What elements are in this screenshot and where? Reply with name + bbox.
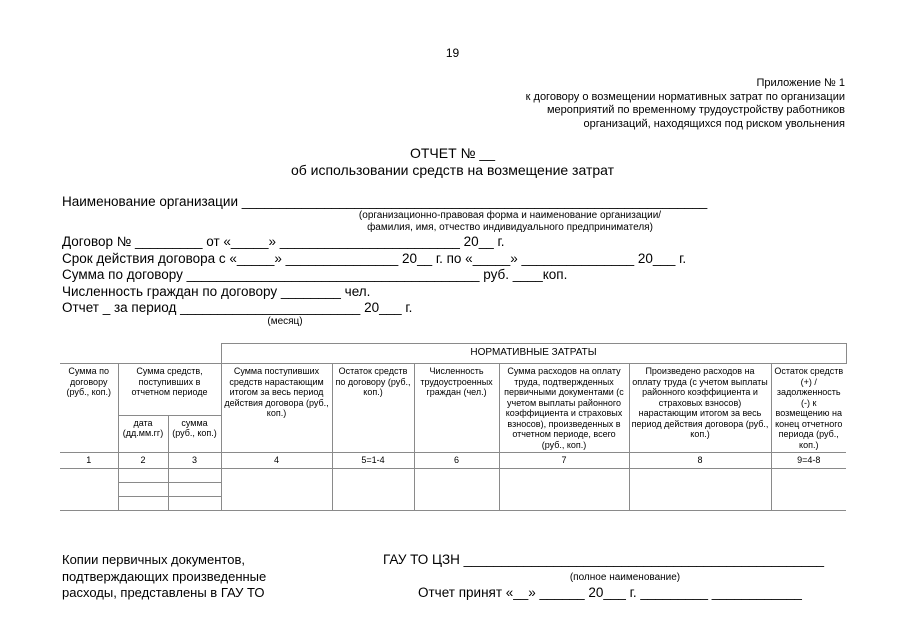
org-name-hint: фамилия, имя, отчество индивидуального предпринимателя) — [367, 222, 653, 233]
report-period-field[interactable]: Отчет _ за период ________________________ 20___ г. — [62, 300, 413, 315]
table-cell[interactable] — [629, 469, 771, 511]
page-number: 19 — [445, 46, 460, 60]
column-number: 9=4-8 — [771, 453, 846, 469]
column-header: Сумма средств, поступивших в отчетном периоде — [118, 364, 221, 416]
org-name-hint: (организационно-правовая форма и наименование организации/ — [358, 210, 662, 221]
costs-table-wrapper — [60, 343, 846, 511]
appendix-title: Приложение № 1 — [756, 77, 845, 89]
gau-name-field[interactable]: ГАУ ТО ЦЗН ________________________________________________ — [383, 552, 825, 567]
contract-sum-field[interactable]: Сумма по договору _______________________________________ руб. ____коп. — [62, 267, 568, 282]
table-cell[interactable] — [414, 469, 499, 511]
period-hint: (месяц) — [267, 316, 303, 327]
gau-name-hint: (полное наименование) — [569, 572, 681, 583]
column-header: Произведено расходов на оплату труда (с учетом выплаты районного коэффициента и страховых взносов) нарастающим итогом за весь период действия договора (руб., коп.) — [629, 364, 771, 453]
appendix-header — [526, 77, 845, 131]
appendix-line: к договору о возмещении нормативных затрат по организации — [525, 90, 845, 103]
column-header: Численность трудоустроенных граждан (чел.) — [414, 364, 499, 453]
documents-note-line: расходы, представлены в ГАУ ТО — [62, 585, 265, 600]
column-number: 5=1-4 — [332, 453, 414, 469]
column-number: 4 — [221, 453, 332, 469]
column-header: Сумма расходов на оплату труда, подтвержденных первичными документами (с учетом выплаты районного коэффициента и страховых взносов), произведенных в отчетном периоде, всего (руб., коп.) — [499, 364, 629, 453]
group-header: НОРМАТИВНЫЕ ЗАТРАТЫ — [221, 344, 846, 364]
column-header: Остаток средств по договору (руб., коп.) — [332, 364, 414, 453]
documents-note — [62, 552, 266, 602]
appendix-line: мероприятий по временному трудоустройству работников — [546, 104, 845, 116]
column-number: 3 — [168, 453, 221, 469]
table-cell[interactable] — [118, 469, 168, 483]
column-number: 7 — [499, 453, 629, 469]
table-cell[interactable] — [168, 469, 221, 483]
report-title: ОТЧЕТ № __ — [409, 145, 496, 161]
report-subtitle: об использовании средств на возмещение затрат — [290, 162, 615, 178]
table-cell[interactable] — [168, 483, 221, 497]
column-header: Остаток средств (+) / задолженность (-) к возмещению на конец отчетного периода (руб., коп.) — [771, 364, 846, 453]
column-subheader: сумма (руб., коп.) — [168, 415, 221, 452]
table-cell[interactable] — [221, 469, 332, 511]
costs-table — [60, 343, 847, 511]
column-number: 1 — [60, 453, 118, 469]
column-header: Сумма по договору (руб., коп.) — [60, 364, 118, 453]
documents-note-line: Копии первичных документов, — [62, 552, 245, 567]
table-cell[interactable] — [771, 469, 846, 511]
column-header: Сумма поступивших средств нарастающим итогом за весь период действия договора (руб., коп.) — [221, 364, 332, 453]
table-cell[interactable] — [332, 469, 414, 511]
column-number: 8 — [629, 453, 771, 469]
table-row — [60, 469, 846, 483]
appendix-line: организаций, находящихся под риском увольнения — [583, 117, 845, 130]
documents-note-line: подтверждающих произведенные — [62, 568, 267, 584]
table-cell[interactable] — [499, 469, 629, 511]
report-accepted-field[interactable]: Отчет принят «__» ______ 20___ г. _________ ____________ — [418, 585, 802, 600]
table-cell[interactable] — [60, 469, 118, 511]
table-cell[interactable] — [168, 497, 221, 511]
column-number: 2 — [118, 453, 168, 469]
column-number: 6 — [414, 453, 499, 469]
table-cell[interactable] — [118, 483, 168, 497]
validity-field[interactable]: Срок действия договора с «_____» _______________ 20__ г. по «_____» _______________ 20___ г. — [62, 251, 687, 266]
contract-field[interactable]: Договор № _________ от «_____» ________________________ 20__ г. — [62, 234, 505, 249]
headcount-field[interactable]: Численность граждан по договору ________ чел. — [62, 284, 371, 299]
table-cell[interactable] — [118, 497, 168, 511]
column-subheader: дата (дд.мм.гг) — [118, 415, 168, 452]
org-name-field[interactable]: Наименование организации ______________________________________________________________ — [62, 194, 708, 209]
